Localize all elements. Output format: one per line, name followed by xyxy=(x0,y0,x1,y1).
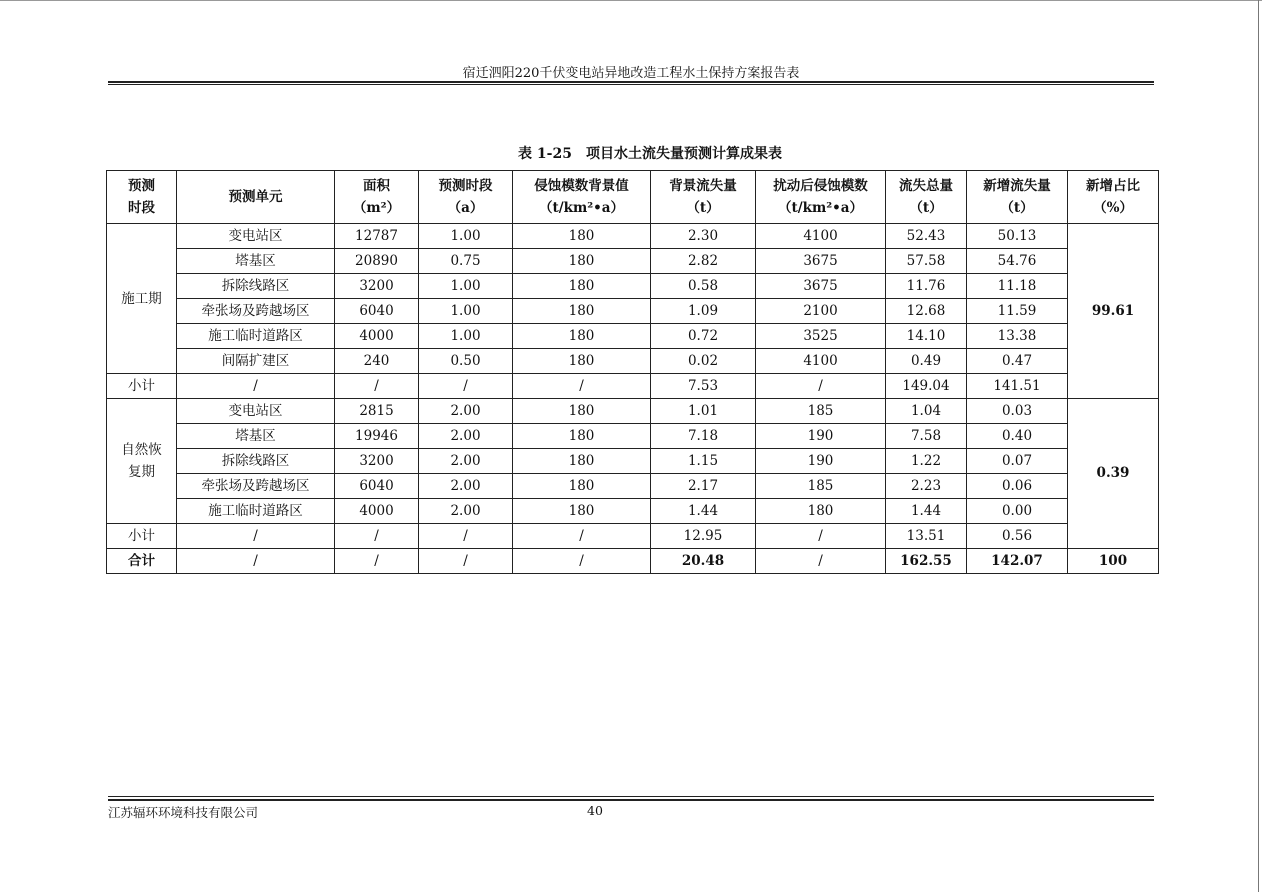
table-cell: 7.58 xyxy=(886,424,967,449)
table-cell: 11.76 xyxy=(886,274,967,299)
header-background-loss: 背景流失量 （t） xyxy=(651,171,756,224)
subtotal-label: 小计 xyxy=(107,524,177,549)
subtotal-label: 小计 xyxy=(107,374,177,399)
table-row xyxy=(107,499,1159,524)
table-cell: 1.00 xyxy=(419,299,513,324)
table-cell: 100 xyxy=(1068,549,1159,574)
table-cell: / xyxy=(177,549,335,574)
table-cell: 0.06 xyxy=(967,474,1068,499)
table-cell: / xyxy=(335,374,419,399)
table-cell: / xyxy=(419,549,513,574)
table-cell: 0.00 xyxy=(967,499,1068,524)
table-cell: 0.02 xyxy=(651,349,756,374)
table-cell: 2.23 xyxy=(886,474,967,499)
table-cell: 1.00 xyxy=(419,274,513,299)
header-period: 预测 时段 xyxy=(107,171,177,224)
footer-rule xyxy=(108,796,1154,801)
table-cell: 11.18 xyxy=(967,274,1068,299)
table-cell: 185 xyxy=(756,399,886,424)
table-caption: 表 1-25 项目水土流失量预测计算成果表 xyxy=(518,146,782,162)
table-cell: 1.44 xyxy=(886,499,967,524)
table-cell: / xyxy=(756,549,886,574)
table-cell: 180 xyxy=(513,399,651,424)
page-border-top xyxy=(0,0,1262,1)
table-cell: 0.75 xyxy=(419,249,513,274)
table-cell: 3200 xyxy=(335,274,419,299)
report-header-title: 宿迁泗阳220千伏变电站异地改造工程水土保持方案报告表 xyxy=(462,66,800,81)
table-row xyxy=(107,249,1159,274)
table-cell: 0.03 xyxy=(967,399,1068,424)
table-cell: 0.72 xyxy=(651,324,756,349)
table-cell: / xyxy=(419,524,513,549)
table-cell: 3675 xyxy=(756,249,886,274)
table-cell: 塔基区 xyxy=(177,249,335,274)
soil-loss-table xyxy=(106,170,1159,574)
table-cell: 149.04 xyxy=(886,374,967,399)
table-cell: 52.43 xyxy=(886,224,967,249)
table-header-row xyxy=(107,171,1159,224)
table-cell: 塔基区 xyxy=(177,424,335,449)
table-cell: 3525 xyxy=(756,324,886,349)
header-duration: 预测时段 （a） xyxy=(419,171,513,224)
table-cell: 19946 xyxy=(335,424,419,449)
table-cell: 间隔扩建区 xyxy=(177,349,335,374)
subtotal-row-recovery xyxy=(107,524,1159,549)
table-row xyxy=(107,324,1159,349)
table-row xyxy=(107,224,1159,249)
table-cell: 拆除线路区 xyxy=(177,449,335,474)
total-row xyxy=(107,549,1159,574)
table-cell: 4000 xyxy=(335,324,419,349)
table-cell: 180 xyxy=(513,499,651,524)
table-cell: 1.01 xyxy=(651,399,756,424)
table-cell: 1.00 xyxy=(419,224,513,249)
table-cell: 12.95 xyxy=(651,524,756,549)
table-cell: 变电站区 xyxy=(177,399,335,424)
header-unit: 预测单元 xyxy=(177,171,335,224)
table-row xyxy=(107,299,1159,324)
table-cell: 2.17 xyxy=(651,474,756,499)
table-cell: 4100 xyxy=(756,349,886,374)
table-cell: 190 xyxy=(756,424,886,449)
table-cell: / xyxy=(177,374,335,399)
table-cell: 180 xyxy=(513,224,651,249)
header-area: 面积 （m²） xyxy=(335,171,419,224)
table-cell: 162.55 xyxy=(886,549,967,574)
table-cell: 11.59 xyxy=(967,299,1068,324)
table-row xyxy=(107,449,1159,474)
table-row xyxy=(107,399,1159,424)
table-cell: 0.40 xyxy=(967,424,1068,449)
header-background-modulus: 侵蚀模数背景值 （t/km²•a） xyxy=(513,171,651,224)
table-cell: 1.09 xyxy=(651,299,756,324)
table-cell: 3675 xyxy=(756,274,886,299)
table-cell: 0.58 xyxy=(651,274,756,299)
table-cell: 2100 xyxy=(756,299,886,324)
table-cell: 0.47 xyxy=(967,349,1068,374)
table-cell: 142.07 xyxy=(967,549,1068,574)
table-cell: 变电站区 xyxy=(177,224,335,249)
table-cell: 180 xyxy=(756,499,886,524)
table-cell: 2815 xyxy=(335,399,419,424)
table-cell: 50.13 xyxy=(967,224,1068,249)
table-cell: 3200 xyxy=(335,449,419,474)
table-cell: 2.00 xyxy=(419,399,513,424)
table-cell: 190 xyxy=(756,449,886,474)
table-cell: 1.44 xyxy=(651,499,756,524)
header-total-loss: 流失总量 （t） xyxy=(886,171,967,224)
table-row xyxy=(107,349,1159,374)
table-cell: 2.00 xyxy=(419,474,513,499)
table-cell: / xyxy=(419,374,513,399)
table-cell: 0.07 xyxy=(967,449,1068,474)
table-cell: 180 xyxy=(513,349,651,374)
table-cell: 拆除线路区 xyxy=(177,274,335,299)
subtotal-row-construction xyxy=(107,374,1159,399)
period-construction: 施工期 xyxy=(107,224,177,374)
table-cell: 180 xyxy=(513,424,651,449)
table-cell: 12.68 xyxy=(886,299,967,324)
page-border-right xyxy=(1258,0,1259,892)
table-cell: 施工临时道路区 xyxy=(177,324,335,349)
header-rule xyxy=(108,81,1154,85)
table-cell: 1.15 xyxy=(651,449,756,474)
period-recovery: 自然恢 复期 xyxy=(107,399,177,524)
table-cell: 1.22 xyxy=(886,449,967,474)
ratio-recovery: 0.39 xyxy=(1068,399,1159,549)
table-cell: 2.00 xyxy=(419,499,513,524)
table-cell: 0.50 xyxy=(419,349,513,374)
table-cell: 54.76 xyxy=(967,249,1068,274)
table-cell: 0.56 xyxy=(967,524,1068,549)
table-cell: 4000 xyxy=(335,499,419,524)
table-cell: / xyxy=(513,374,651,399)
table-row xyxy=(107,274,1159,299)
header-new-ratio: 新增占比 （%） xyxy=(1068,171,1159,224)
table-cell: 14.10 xyxy=(886,324,967,349)
header-disturbed-modulus: 扰动后侵蚀模数 （t/km²•a） xyxy=(756,171,886,224)
table-cell: 20.48 xyxy=(651,549,756,574)
footer-company: 江苏辐环环境科技有限公司 xyxy=(108,805,259,820)
table-cell: 240 xyxy=(335,349,419,374)
total-label: 合计 xyxy=(107,549,177,574)
ratio-construction: 99.61 xyxy=(1068,224,1159,399)
table-cell: / xyxy=(335,549,419,574)
table-cell: 180 xyxy=(513,449,651,474)
table-cell: 12787 xyxy=(335,224,419,249)
table-cell: 7.53 xyxy=(651,374,756,399)
table-row xyxy=(107,474,1159,499)
table-cell: 牵张场及跨越场区 xyxy=(177,474,335,499)
table-cell: 6040 xyxy=(335,474,419,499)
header-new-loss: 新增流失量 （t） xyxy=(967,171,1068,224)
table-cell: 2.30 xyxy=(651,224,756,249)
table-cell: / xyxy=(335,524,419,549)
table-cell: 施工临时道路区 xyxy=(177,499,335,524)
table-cell: 180 xyxy=(513,474,651,499)
table-cell: 4100 xyxy=(756,224,886,249)
table-cell: 6040 xyxy=(335,299,419,324)
table-cell: 2.00 xyxy=(419,424,513,449)
table-cell: 57.58 xyxy=(886,249,967,274)
table-row xyxy=(107,424,1159,449)
table-cell: 13.38 xyxy=(967,324,1068,349)
table-cell: 2.82 xyxy=(651,249,756,274)
table-cell: / xyxy=(513,524,651,549)
table-cell: 180 xyxy=(513,299,651,324)
table-cell: / xyxy=(756,374,886,399)
table-cell: 牵张场及跨越场区 xyxy=(177,299,335,324)
table-cell: 13.51 xyxy=(886,524,967,549)
page-number: 40 xyxy=(587,803,603,818)
table-cell: / xyxy=(513,549,651,574)
table-cell: 1.04 xyxy=(886,399,967,424)
table-cell: 180 xyxy=(513,274,651,299)
table-cell: 7.18 xyxy=(651,424,756,449)
table-cell: 180 xyxy=(513,324,651,349)
table-cell: 141.51 xyxy=(967,374,1068,399)
table-cell: 185 xyxy=(756,474,886,499)
table-cell: 180 xyxy=(513,249,651,274)
table-cell: / xyxy=(177,524,335,549)
table-cell: 1.00 xyxy=(419,324,513,349)
table-cell: 20890 xyxy=(335,249,419,274)
table-cell: / xyxy=(756,524,886,549)
table-cell: 2.00 xyxy=(419,449,513,474)
table-cell: 0.49 xyxy=(886,349,967,374)
